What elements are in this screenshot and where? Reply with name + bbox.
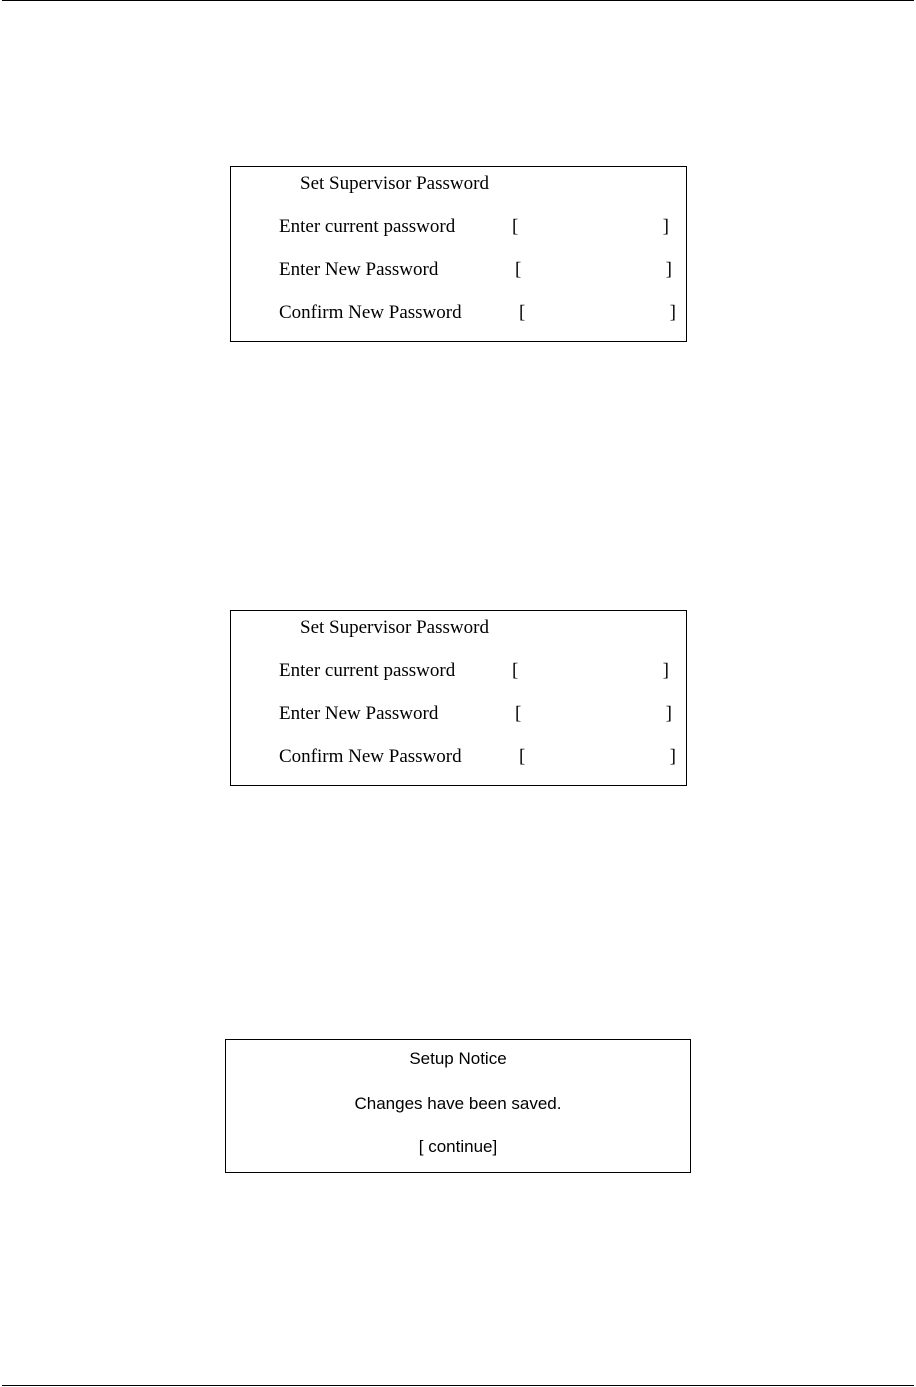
continue-button[interactable]: [ continue] [418, 1137, 498, 1156]
current-password-label: Enter current password [279, 216, 456, 237]
confirm-password-label: Confirm New Password [279, 746, 462, 767]
new-password-row [231, 703, 686, 727]
bracket-open: [ [519, 302, 526, 323]
bracket-close: ] [665, 703, 672, 724]
notice-message: Changes have been saved. [354, 1094, 562, 1113]
bracket-open: [ [515, 703, 522, 724]
bracket-close: ] [669, 746, 676, 767]
setup-notice-dialog [225, 1039, 691, 1173]
current-password-field[interactable] [512, 216, 669, 240]
confirm-password-row [231, 746, 686, 770]
dialog-title: Set Supervisor Password [300, 617, 489, 638]
bracket-open: [ [512, 216, 519, 237]
bracket-close: ] [662, 660, 669, 681]
current-password-row [231, 216, 686, 240]
current-password-label: Enter current password [279, 660, 456, 681]
new-password-field[interactable] [515, 703, 672, 727]
dialog-title: Set Supervisor Password [300, 173, 489, 194]
notice-title: Setup Notice [409, 1049, 507, 1068]
bracket-close: ] [665, 259, 672, 280]
bracket-open: [ [515, 259, 522, 280]
top-rule [2, 0, 914, 1]
new-password-row [231, 259, 686, 283]
confirm-password-row [231, 302, 686, 326]
bracket-open: [ [519, 746, 526, 767]
set-supervisor-password-dialog [230, 166, 687, 342]
bottom-rule [2, 1385, 914, 1386]
new-password-label: Enter New Password [279, 703, 439, 724]
new-password-field[interactable] [515, 259, 672, 283]
current-password-row [231, 660, 686, 684]
bracket-close: ] [669, 302, 676, 323]
confirm-password-label: Confirm New Password [279, 302, 462, 323]
confirm-password-field[interactable] [519, 746, 676, 770]
set-supervisor-password-dialog [230, 610, 687, 786]
bracket-close: ] [662, 216, 669, 237]
bracket-open: [ [512, 660, 519, 681]
current-password-field[interactable] [512, 660, 669, 684]
new-password-label: Enter New Password [279, 259, 439, 280]
confirm-password-field[interactable] [519, 302, 676, 326]
